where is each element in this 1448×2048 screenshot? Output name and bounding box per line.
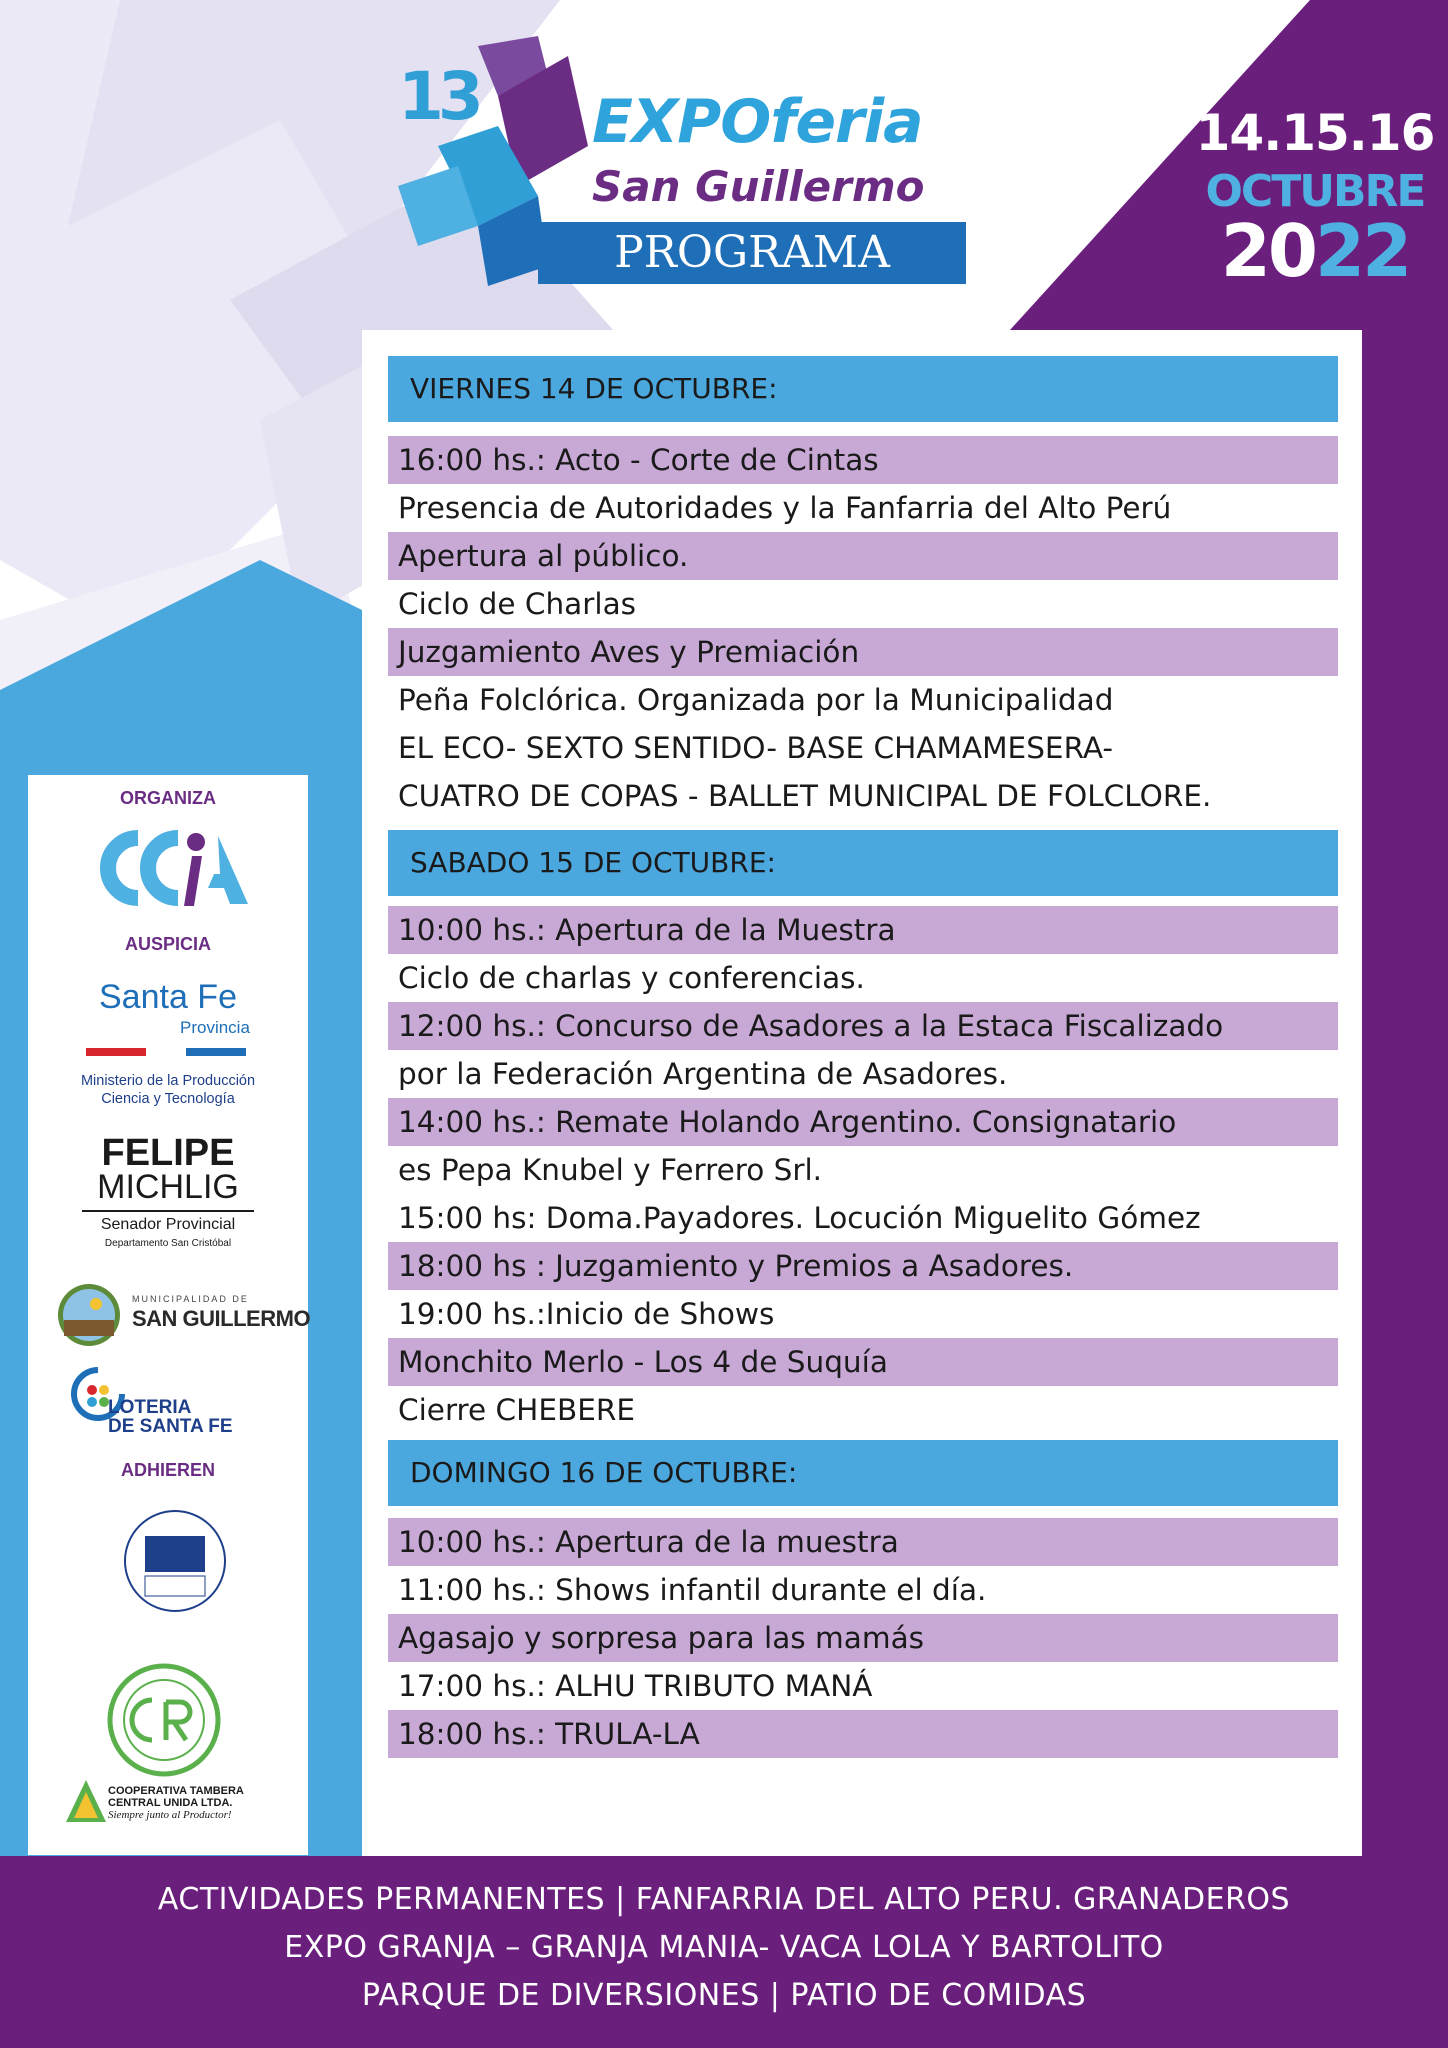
brand-title: EXPOferia: [592, 87, 923, 157]
program-item: Presencia de Autoridades y la Fanfarria del Alto Perú: [398, 491, 1172, 525]
day-header-sunday: DOMINGO 16 DE OCTUBRE:: [388, 1440, 1338, 1506]
footer-line-3: PARQUE DE DIVERSIONES | PATIO DE COMIDAS: [361, 1978, 1087, 2013]
program-item: Cierre CHEBERE: [398, 1393, 635, 1427]
program-item: 14:00 hs.: Remate Holando Argentino. Consignatario: [388, 1098, 1338, 1146]
program-item: 16:00 hs.: Acto - Corte de Cintas: [388, 436, 1338, 484]
ministerio-line-2: Ciencia y Tecnología: [101, 1091, 235, 1107]
senator-first-name: FELIPE: [101, 1132, 235, 1174]
program-item: 18:00 hs : Juzgamiento y Premios a Asadores.: [388, 1242, 1338, 1290]
cooperativa-logo-icon: [66, 1780, 106, 1822]
program-item: por la Federación Argentina de Asadores.: [398, 1057, 1008, 1091]
santa-fe-provincia: Provincia: [180, 1018, 250, 1037]
senator-title: Senador Provincial: [100, 1216, 236, 1233]
program-item: 19:00 hs.:Inicio de Shows: [398, 1297, 775, 1331]
municipalidad-name: SAN GUILLERMO: [132, 1306, 311, 1331]
programa-banner: PROGRAMA: [538, 222, 966, 284]
municipalidad-label: MUNICIPALIDAD DE: [132, 1294, 249, 1304]
cooperativa-text: [108, 1785, 244, 1821]
ministerio-text: [28, 1072, 308, 1108]
senator-department: Departamento San Cristóbal: [104, 1238, 232, 1249]
organiza-label: ORGANIZA: [120, 788, 216, 808]
program-item: 10:00 hs.: Apertura de la Muestra: [388, 906, 1338, 954]
program-item: 11:00 hs.: Shows infantil durante el día.: [398, 1573, 987, 1607]
santa-fe-logo-text: Santa Fe: [99, 978, 237, 1016]
footer-line-1: ACTIVIDADES PERMANENTES | FANFARRIA DEL ALTO PERU. GRANADEROS: [157, 1882, 1291, 1917]
loteria-line-1: LOTERIA: [108, 1397, 192, 1418]
footer-band: [0, 1856, 1448, 2048]
municipalidad-seal-icon: [56, 1282, 122, 1348]
program-item: Apertura al público.: [388, 532, 1338, 580]
program-item: 10:00 hs.: Apertura de la muestra: [388, 1518, 1338, 1566]
cooperativa-line-1: COOPERATIVA TAMBERA: [108, 1785, 244, 1797]
brand-subtitle: San Guillermo: [592, 162, 925, 211]
program-item: 17:00 hs.: ALHU TRIBUTO MANÁ: [398, 1669, 873, 1703]
program-item: Monchito Merlo - Los 4 de Suquía: [388, 1338, 1338, 1386]
adhieren-label: ADHIEREN: [120, 1460, 215, 1480]
ministerio-line-1: Ministerio de la Producción: [80, 1073, 256, 1089]
day-header-friday: VIERNES 14 DE OCTUBRE:: [388, 356, 1338, 422]
event-dates: 14.15.16: [1195, 104, 1435, 162]
year-part-2: 22: [1315, 209, 1410, 293]
santa-fe-flag-icon: [86, 1048, 246, 1056]
program-item: Peña Folclórica. Organizada por la Municipalidad: [398, 683, 1114, 717]
program-item: CUATRO DE COPAS - BALLET MUNICIPAL DE FOLCLORE.: [398, 779, 1212, 813]
csr-logo-icon: [104, 1660, 224, 1780]
program-item: 12:00 hs.: Concurso de Asadores a la Estaca Fiscalizado: [388, 1002, 1338, 1050]
program-item: 18:00 hs.: TRULA-LA: [388, 1710, 1338, 1758]
cooperativa-line-2: CENTRAL UNIDA LTDA.: [108, 1797, 233, 1809]
program-item: Ciclo de charlas y conferencias.: [398, 961, 865, 995]
loteria-text: [108, 1398, 233, 1436]
program-item: Agasajo y sorpresa para las mamás: [388, 1614, 1338, 1662]
loteria-line-2: DE SANTA FE: [108, 1416, 233, 1437]
program-item: Juzgamiento Aves y Premiación: [388, 628, 1338, 676]
program-item: EL ECO- SEXTO SENTIDO- BASE CHAMAMESERA-: [398, 731, 1114, 765]
event-month: OCTUBRE: [1205, 166, 1425, 217]
program-item: 15:00 hs: Doma.Payadores. Locución Miguelito Gómez: [398, 1201, 1201, 1235]
senator-last-name: MICHLIG: [97, 1168, 239, 1206]
event-year: [1195, 209, 1435, 293]
senator-divider: [82, 1210, 254, 1212]
edition-number: 13: [398, 58, 478, 135]
year-part-1: 20: [1220, 209, 1315, 293]
mutual-logo-icon: [110, 1506, 240, 1616]
program-item: es Pepa Knubel y Ferrero Srl.: [398, 1153, 823, 1187]
program-item: Ciclo de Charlas: [398, 587, 637, 621]
cooperativa-slogan: Siempre junto al Productor!: [108, 1809, 232, 1821]
day-header-saturday: SABADO 15 DE OCTUBRE:: [388, 830, 1338, 896]
footer-line-2: EXPO GRANJA – GRANJA MANIA- VACA LOLA Y BARTOLITO: [284, 1930, 1164, 1965]
cia-logo-icon: [98, 828, 258, 908]
auspicia-label: AUSPICIA: [124, 934, 211, 954]
